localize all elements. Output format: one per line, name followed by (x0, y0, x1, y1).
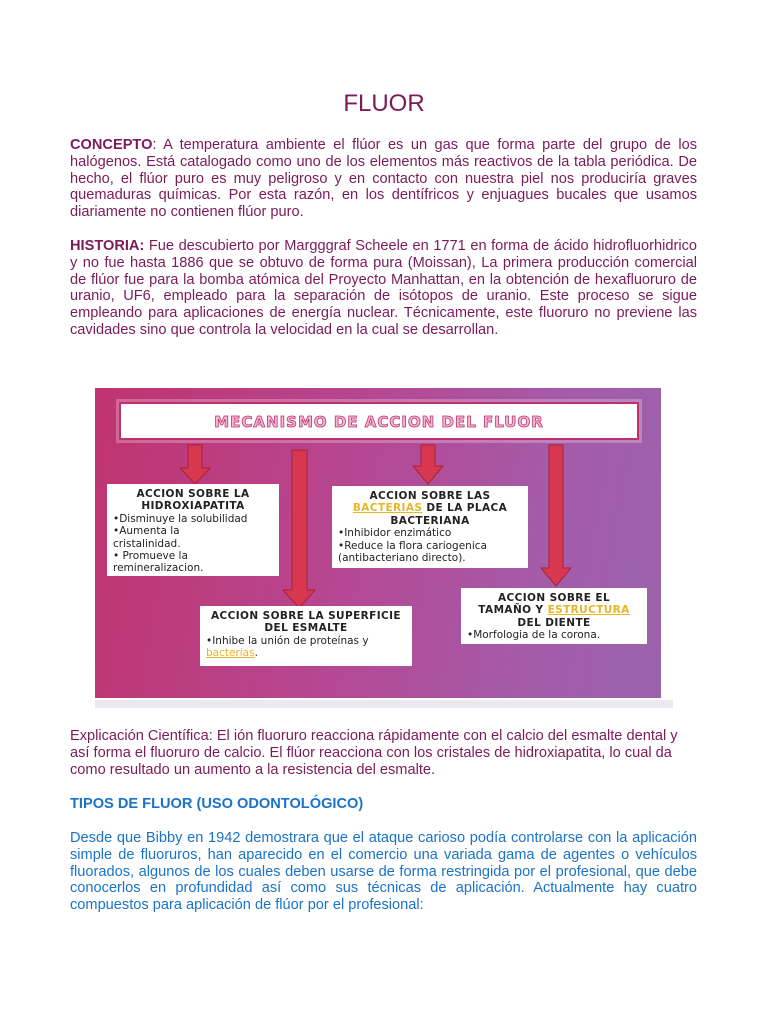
box2-bullet-1: •Inhibidor enzimático (338, 527, 452, 540)
box3-period: . (254, 647, 258, 660)
box2-title-bacterias: BACTERIAS (352, 502, 423, 515)
box3-title-2: DEL ESMALTE (264, 622, 348, 635)
box4-title-2a: TAMAÑO Y (478, 604, 548, 617)
tipos-heading: TIPOS DE FLUOR (USO ODONTOLÓGICO) (70, 796, 364, 812)
box3-bullet-1: •Inhibe la unión de proteínas y (206, 634, 369, 647)
tipos-paragraph: Desde que Bibby en 1942 demostrara que el ataque carioso podía controlarse con la aplicación simple de fluoruros, han aparecido en el comercio una variada gama de agentes o vehículos fluorados, algunos de los cuales deben usarse de forma restringida por el profesional, que debe conocerlos en profundidad así como sus técnicas de aplicación. Actualmente hay cuatro compuestos para aplicación de flúor por el profesional: (70, 830, 697, 914)
box1-title-2: HIDROXIAPATITA (141, 500, 245, 513)
box3-title-1: ACCION SOBRE LA SUPERFICIE (211, 610, 401, 622)
arrow-superficie (283, 450, 315, 608)
box4-bullet-1: •Morfologia de la corona. (467, 629, 601, 642)
box2-title-3: BACTERIANA (390, 514, 470, 527)
arrow-hidroxiapatita (180, 445, 210, 484)
box1-bullet-3: • Promueve la (113, 550, 188, 563)
mechanism-diagram (95, 388, 661, 698)
concepto-text: : A temperatura ambiente el flúor es un gas que forma parte del grupo de los halógenos. Está catalogado como uno de los elementos más reactivos de la tabla periódica. De hecho, el flúor puro es muy peligroso y en contacto con nuestra piel nos produciría graves quemaduras químicas. Por esta razón, en los dentífricos y enjuagues bucales que usamos diariamente no contienen flúor puro. (70, 137, 697, 221)
box4-title-estructura: ESTRUCTURA (547, 604, 630, 617)
box1-bullet-1: •Disminuye la solubilidad (113, 512, 248, 525)
box-hidroxiapatita (107, 484, 279, 576)
historia-paragraph (70, 238, 697, 339)
arrow-estructura (541, 445, 571, 586)
arrow-bacterias (413, 445, 443, 484)
box2-title-2b: DE LA PLACA (422, 502, 508, 515)
box2-bullet-2b: (antibacteriano directo). (338, 552, 466, 565)
concepto-paragraph (70, 137, 697, 221)
diagram-title: MECANISMO DE ACCION DEL FLUOR (214, 413, 544, 431)
historia-label: HISTORIA: (70, 238, 145, 254)
page-title: FLUOR (343, 90, 425, 117)
box-estructura (461, 588, 647, 644)
box4-title-3: DEL DIENTE (517, 616, 591, 629)
box1-bullet-2: •Aumenta la (113, 525, 180, 538)
box2-title-1: ACCION SOBRE LAS (369, 490, 491, 502)
diagram-title-box (119, 402, 639, 440)
explicacion-paragraph: Explicación Científica: El ión fluoruro reacciona rápidamente con el calcio del esmalte dental y así forma el fluoruro de calcio. El flúor reacciona con los cristales de hidroxiapatita, lo cual da como resultado un aumento a la resistencia del esmalte. (70, 728, 678, 778)
box-bacterias (332, 486, 528, 568)
historia-text: Fue descubierto por Margggraf Scheele en 1771 en forma de ácido hidrofluorhidrico y no fue hasta 1886 que se obtuvo de forma pura (Moissan), La primera producción comercial de flúor fue para la bomba atómica del Proyecto Manhattan, en la obtención de hexafluoruro de uranio, UF6, empleado para la separación de isótopos de uranio. Este proceso se sigue empleando para aplicaciones de energía nuclear. Técnicamente, este fluoruro no previene las cavidades sino que controla la velocidad en la cual se desarrollan. (70, 238, 697, 338)
box1-title-1: ACCION SOBRE LA (136, 488, 250, 500)
box-superficie (200, 606, 412, 666)
box1-bullet-3b: remineralizacion. (113, 562, 204, 575)
concepto-label: CONCEPTO (70, 137, 153, 153)
box4-title-1: ACCION SOBRE EL (497, 592, 611, 604)
box3-bacterias: bacterias (206, 647, 255, 660)
box2-bullet-2: •Reduce la flora cariogenica (338, 539, 487, 552)
diagram-bottom-strip (95, 700, 673, 708)
box1-bullet-2b: cristalinidad. (113, 537, 181, 550)
